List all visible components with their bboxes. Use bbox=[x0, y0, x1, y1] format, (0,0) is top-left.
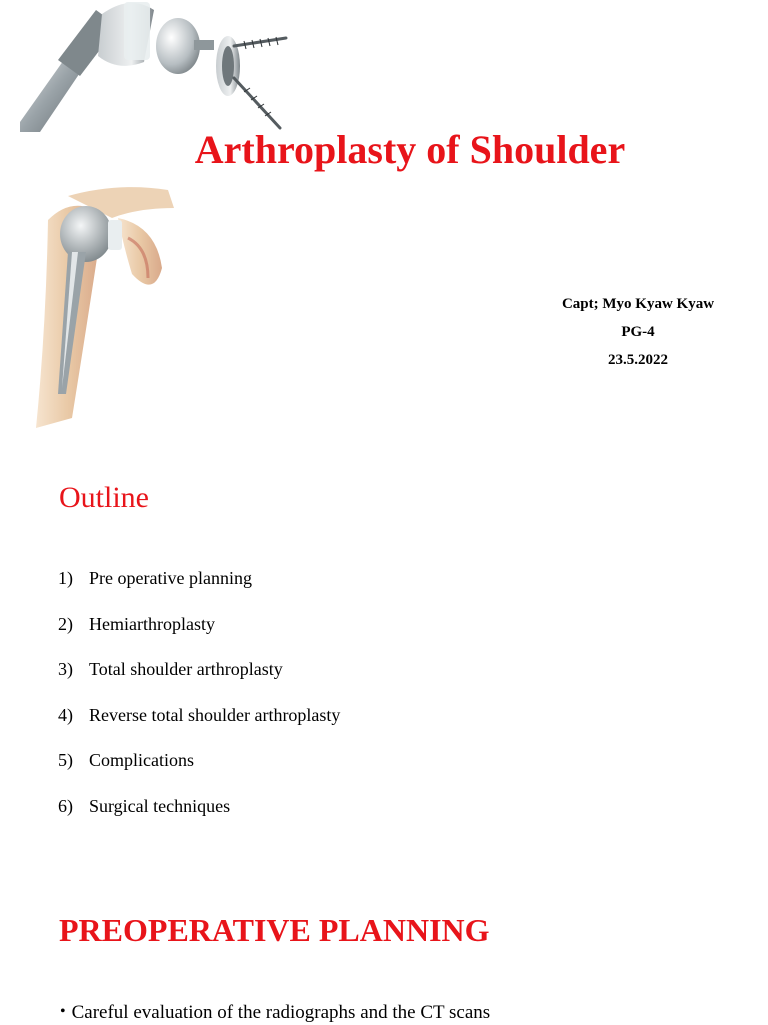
item-number: 6) bbox=[58, 795, 73, 816]
shoulder-prosthesis-image bbox=[28, 178, 176, 436]
item-text: Surgical techniques bbox=[89, 795, 231, 816]
outline-list bbox=[58, 566, 340, 840]
item-number: 1) bbox=[58, 568, 73, 588]
list-item bbox=[58, 612, 340, 658]
author-name: Capt; Myo Kyaw Kyaw bbox=[561, 296, 715, 312]
item-number: 5) bbox=[58, 750, 73, 771]
list-item bbox=[58, 657, 340, 703]
item-text: Complications bbox=[89, 750, 194, 771]
bullet-text: Careful evaluation of the radiographs and the CT scans bbox=[71, 1002, 491, 1023]
bullet-icon: • bbox=[60, 1003, 66, 1020]
presentation-title: Arthroplasty of Shoulder bbox=[194, 127, 626, 172]
implant-components-image bbox=[18, 0, 290, 132]
item-text: Hemiarthroplasty bbox=[89, 613, 215, 634]
title-slide bbox=[0, 0, 768, 440]
item-text: Total shoulder arthroplasty bbox=[89, 659, 283, 680]
item-number: 4) bbox=[58, 704, 73, 725]
author-info bbox=[528, 290, 748, 374]
outline-heading: Outline bbox=[59, 481, 149, 514]
list-item bbox=[58, 748, 340, 794]
list-item bbox=[58, 703, 340, 749]
list-item bbox=[58, 566, 340, 612]
presentation-date: 23.5.2022 bbox=[608, 352, 668, 368]
item-text: Reverse total shoulder arthroplasty bbox=[89, 704, 341, 725]
item-text: Pre operative planning bbox=[89, 568, 252, 588]
list-item bbox=[58, 794, 340, 840]
bullet-item bbox=[60, 1000, 490, 1025]
outline-slide bbox=[0, 440, 768, 860]
item-number: 2) bbox=[58, 613, 73, 634]
section-heading: PREOPERATIVE PLANNING bbox=[59, 912, 490, 948]
preoperative-planning-slide bbox=[0, 860, 768, 1024]
item-number: 3) bbox=[58, 659, 73, 680]
author-grade: PG-4 bbox=[621, 324, 655, 340]
